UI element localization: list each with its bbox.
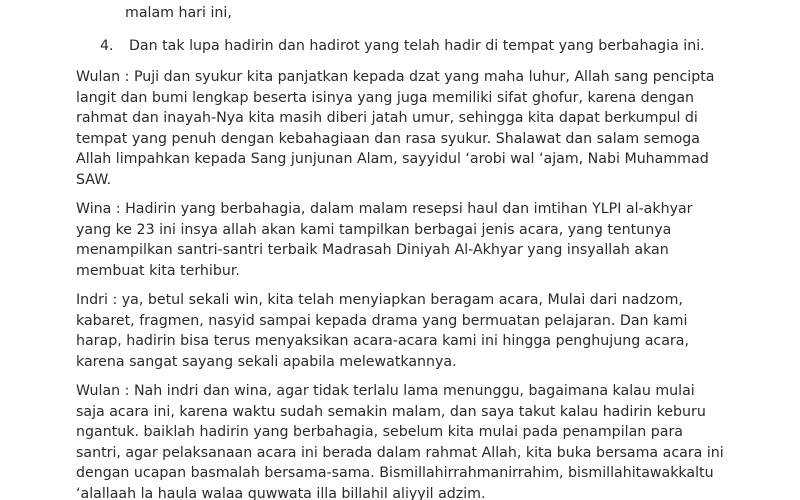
paragraph-line: Wulan : Nah indri dan wina, agar tidak terlalu lama menunggu, bagaimana kalau mulai [76,383,695,399]
list-item-4-text: Dan tak lupa hadirin dan hadirot yang telah hadir di tempat yang berbahagia ini. [129,38,705,54]
paragraph-line: Wina : Hadirin yang berbahagia, dalam malam resepsi haul dan imtihan YLPI al-akhyar [76,201,693,217]
paragraph-line: karena sangat sayang sekali apabila melewatkannya. [76,353,457,370]
paragraph-line: harap, hadirin bisa terus menyaksikan acara-acara kami ini hingga penghujung acara, [76,333,689,349]
paragraph-line: saja acara ini, karena waktu sudah semakin malam, dan saya takut kalau hadirin keburu [76,403,706,420]
paragraph-wulan-opening [76,67,736,190]
list-item-4-number: 4. [100,38,114,54]
paragraph-line: Allah limpahkan kepada Sang junjunan Alam, sayyidul ‘arobi wal ‘ajam, Nabi Muhammad [76,151,709,167]
paragraph-line: santri, agar pelaksanaan acara ini berada dalam rahmat Allah, kita buka bersama acara ini [76,444,724,461]
paragraph-line: membuat kita terhibur. [76,262,240,279]
paragraph-line: kabaret, fragmen, nasyid sampai kepada drama yang bermuatan pelajaran. Dan kami [76,312,688,329]
paragraph-wulan-closing [76,381,736,500]
paragraph-line: menampilkan santri-santri terbaik Madrasah Diniyah Al-Akhyar yang insyallah akan [76,242,669,258]
list-item-3-continuation: malam hari ini, [125,5,232,21]
paragraph-line: rahmat dan inayah-Nya kita masih diberi jatah umur, sehingga kita dapat berkumpul di [76,110,698,126]
paragraph-line: ngantuk. baiklah hadirin yang berbahagia, sebelum kita mulai pada penampilan para [76,424,683,440]
paragraph-line: tempat yang penuh dengan kebahagiaan dan rasa syukur. Shalawat dan salam semoga [76,130,700,147]
paragraph-line: ‘alallaah la haula walaa quwwata illa billahil aliyyil adzim. [76,485,486,500]
paragraph-line: yang ke 23 ini insya allah akan kami tampilkan berbagai jenis acara, yang tentunya [76,221,672,238]
paragraph-line: Indri : ya, betul sekali win, kita telah menyiapkan beragam acara, Mulai dari nadzom, [76,292,683,308]
paragraph-line: SAW. [76,171,112,188]
paragraph-wina [76,199,736,281]
paragraph-line: dengan ucapan basmalah bersama-sama. Bismillahirrahmanirrahim, bismillahitawakkaltu [76,465,714,481]
paragraph-indri [76,290,736,372]
paragraph-line: langit dan bumi lengkap beserta isinya yang juga memiliki sifat ghofur, karena dengan [76,89,695,106]
paragraph-line: Wulan : Puji dan syukur kita panjatkan kepada dzat yang maha luhur, Allah sang pencipta [76,69,715,85]
